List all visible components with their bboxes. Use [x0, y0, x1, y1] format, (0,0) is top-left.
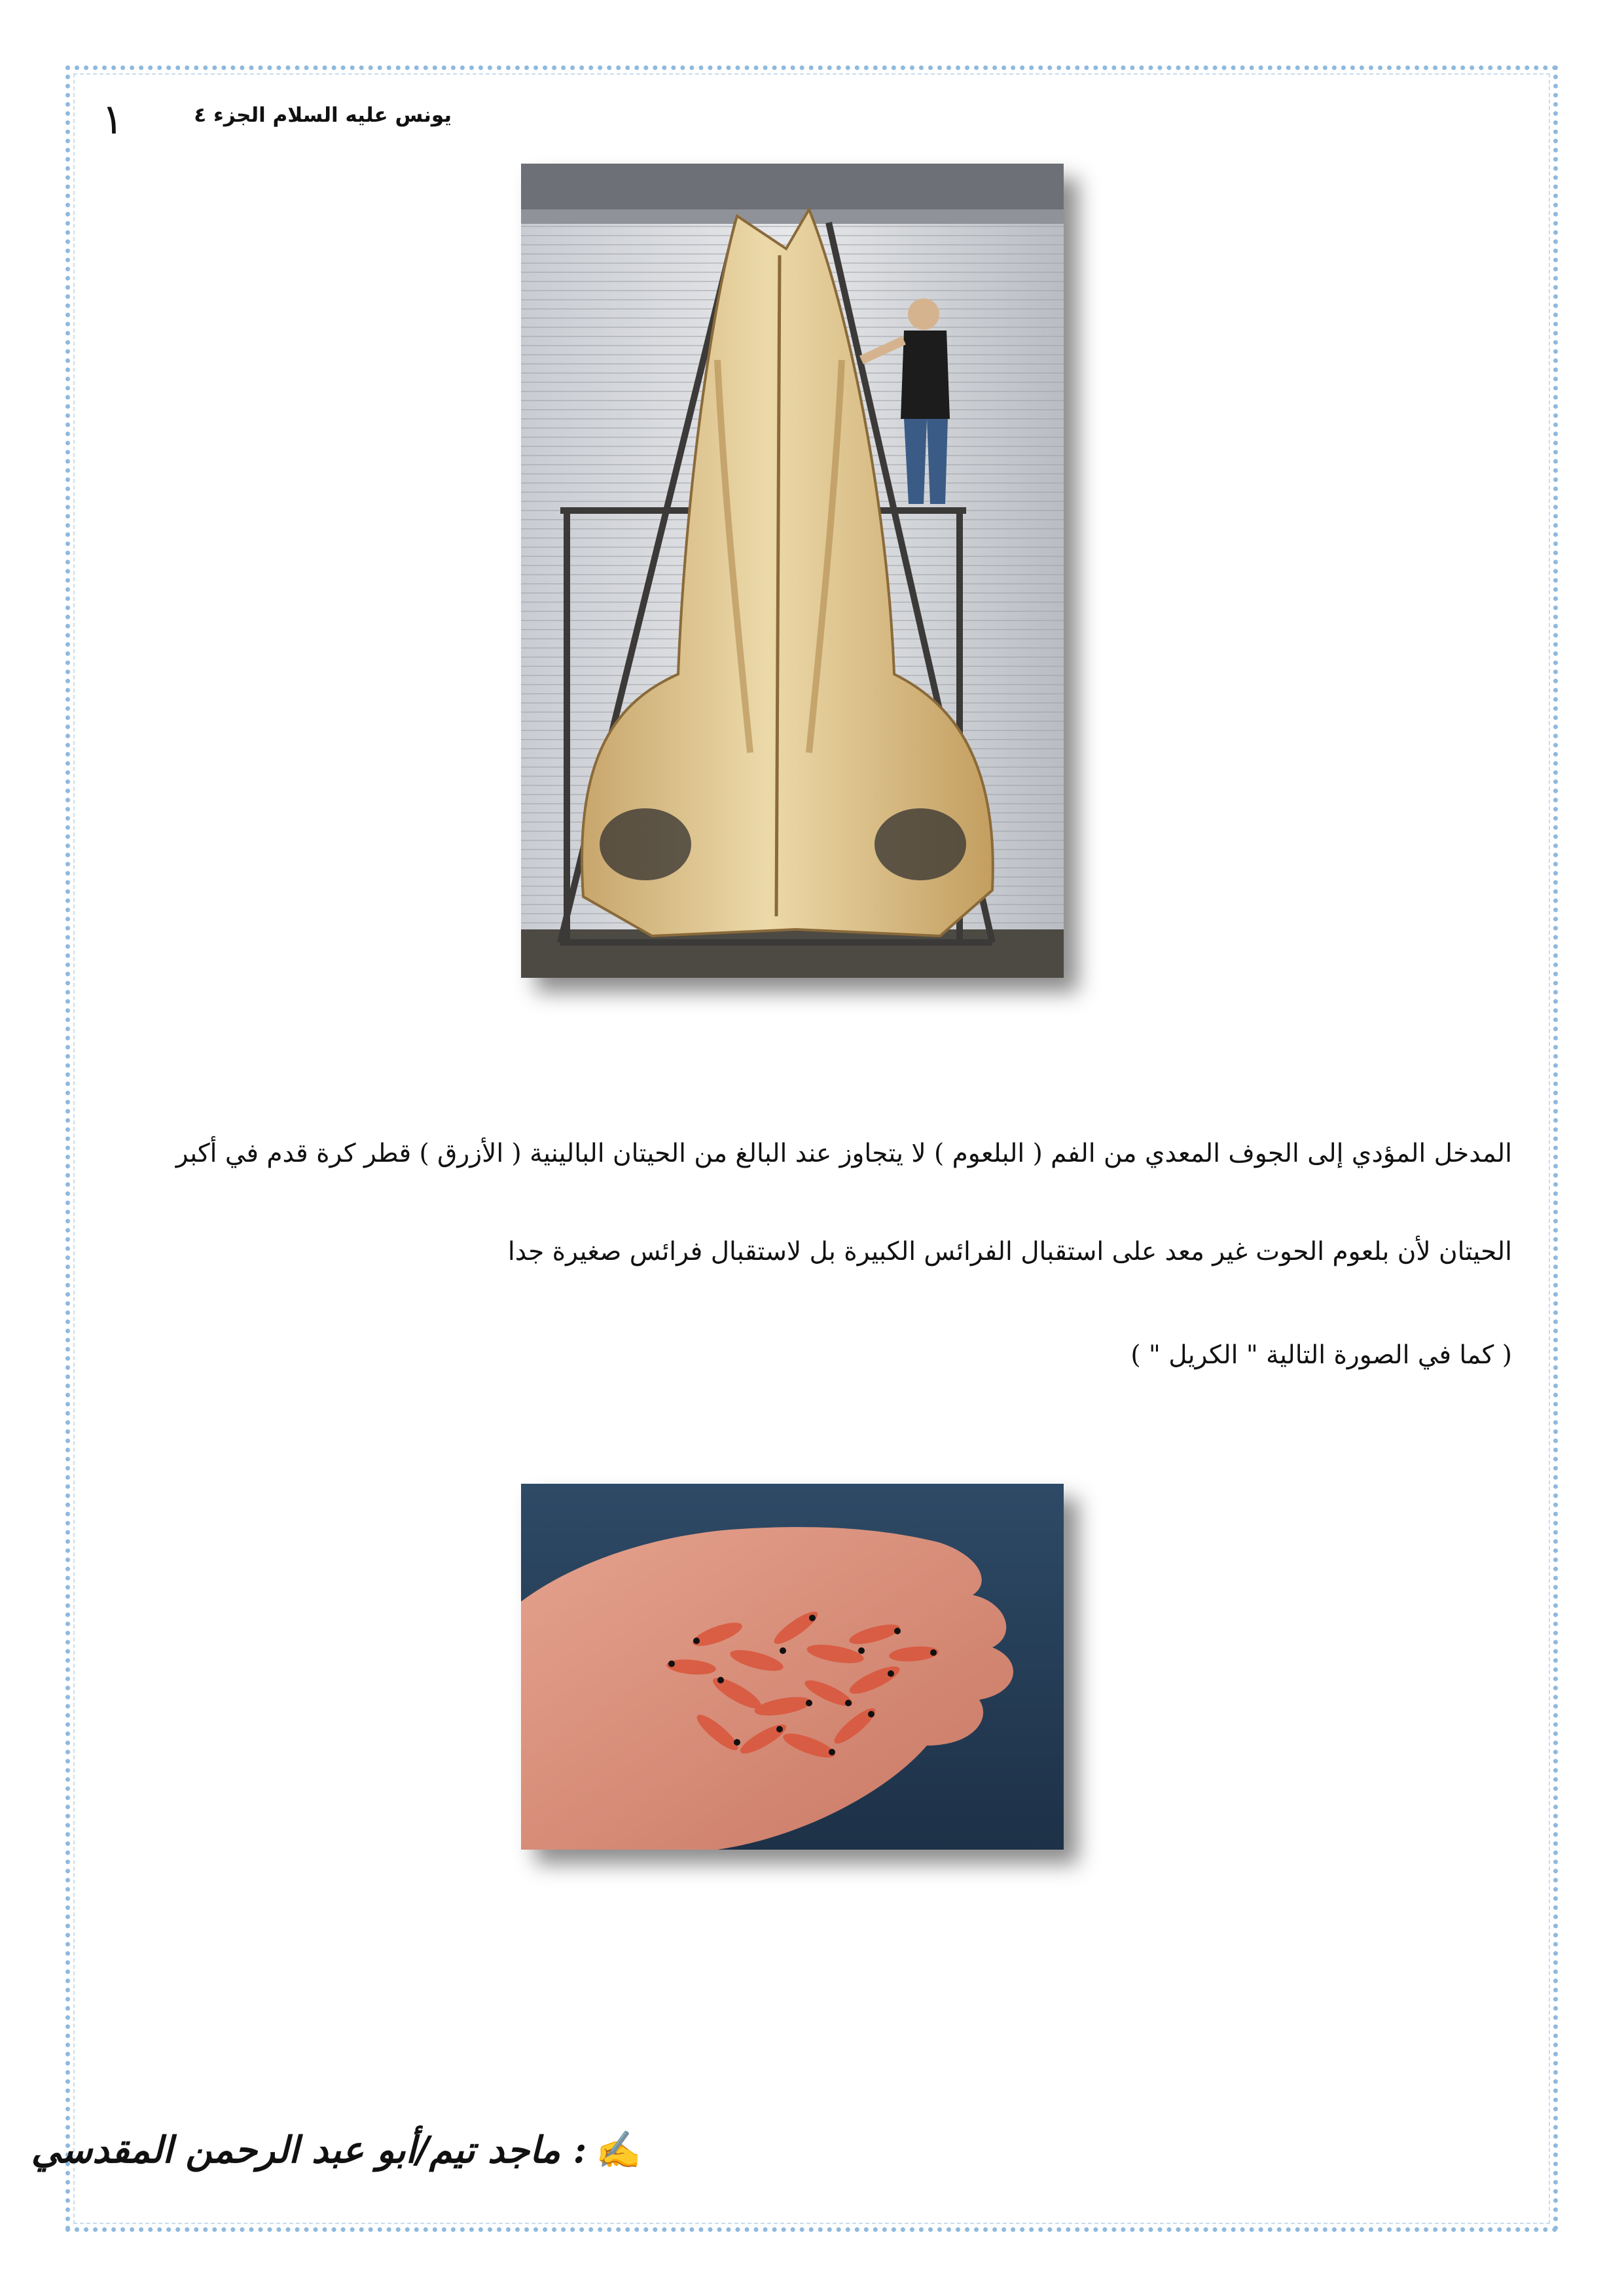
author-signature: [31, 2111, 641, 2189]
page-number: ١: [101, 96, 124, 144]
paragraph-line-2: الحيتان لأن بلعوم الحوت غير معد على استقبال الفرائس الكبيرة بل لاستقبال فرائس صغيرة جدا: [507, 1237, 1512, 1266]
whale-skull-photo: [521, 164, 1064, 978]
krill-in-hand-photo: [521, 1484, 1064, 1850]
header-title: يونس عليه السلام الجزء ٤: [194, 103, 452, 127]
image-caption: ( كما في الصورة التالية " الكريل " ): [1130, 1340, 1512, 1370]
body-text: [118, 1105, 1512, 1405]
pen-writing-icon: ✍: [596, 2128, 641, 2172]
paragraph-line-1: المدخل المؤدي إلى الجوف المعدي من الفم ( البلعوم ) لا يتجاوز عند البالغ من الحيتان البالينية ( الأزرق ) قطر كرة قدم في أكبر: [175, 1139, 1512, 1168]
signature-text: : ماجد تيم/أبو عبد الرحمن المقدسي: [31, 2128, 587, 2172]
